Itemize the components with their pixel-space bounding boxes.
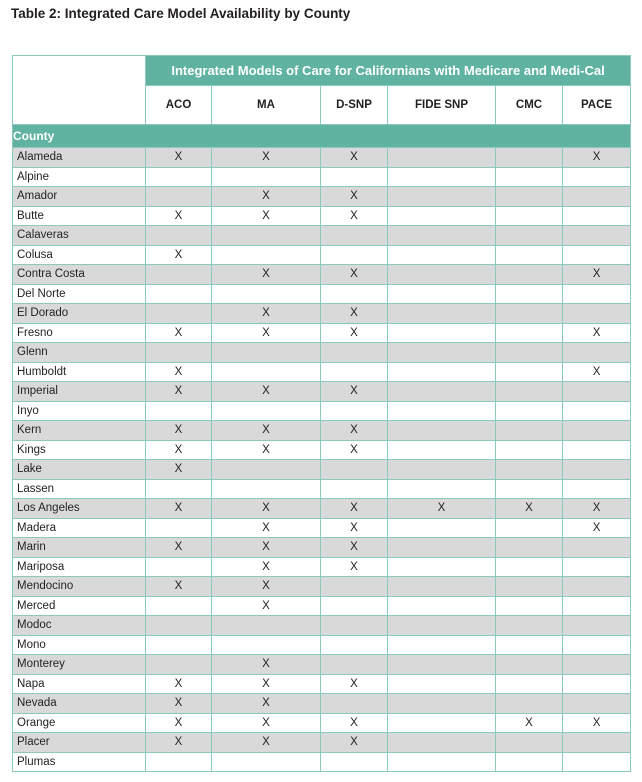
availability-cell: X <box>563 323 631 343</box>
availability-cell <box>496 518 563 538</box>
availability-cell <box>321 596 388 616</box>
availability-cell <box>388 187 496 207</box>
availability-cell: X <box>321 440 388 460</box>
table-row <box>13 499 631 519</box>
availability-cell <box>212 460 321 480</box>
availability-cell <box>563 479 631 499</box>
table-row <box>13 187 631 207</box>
availability-cell: X <box>146 148 212 168</box>
availability-cell: X <box>146 674 212 694</box>
county-name: El Dorado <box>13 304 146 324</box>
availability-cell <box>388 284 496 304</box>
availability-cell <box>388 265 496 285</box>
availability-cell <box>212 362 321 382</box>
table-row <box>13 245 631 265</box>
county-name: Napa <box>13 674 146 694</box>
availability-cell <box>496 343 563 363</box>
availability-cell: X <box>212 713 321 733</box>
availability-cell <box>388 479 496 499</box>
county-name: Los Angeles <box>13 499 146 519</box>
availability-cell: X <box>146 382 212 402</box>
table-row <box>13 752 631 772</box>
availability-cell <box>388 674 496 694</box>
availability-cell <box>496 284 563 304</box>
availability-cell: X <box>146 713 212 733</box>
availability-cell <box>563 616 631 636</box>
availability-cell <box>321 401 388 421</box>
availability-cell <box>146 265 212 285</box>
availability-cell: X <box>212 265 321 285</box>
availability-cell <box>388 557 496 577</box>
county-name: Humboldt <box>13 362 146 382</box>
table-row <box>13 616 631 636</box>
availability-cell: X <box>212 733 321 753</box>
availability-cell <box>388 401 496 421</box>
county-name: Fresno <box>13 323 146 343</box>
availability-cell <box>388 440 496 460</box>
availability-cell <box>563 382 631 402</box>
availability-cell <box>388 635 496 655</box>
availability-cell: X <box>212 304 321 324</box>
availability-cell <box>496 382 563 402</box>
availability-cell: X <box>496 499 563 519</box>
availability-cell: X <box>212 538 321 558</box>
county-name: Nevada <box>13 694 146 714</box>
availability-cell: X <box>212 655 321 675</box>
availability-cell: X <box>321 382 388 402</box>
availability-cell <box>496 479 563 499</box>
availability-cell: X <box>212 206 321 226</box>
table-row <box>13 674 631 694</box>
availability-cell <box>388 752 496 772</box>
county-name: Imperial <box>13 382 146 402</box>
availability-cell <box>496 616 563 636</box>
county-name: Alpine <box>13 167 146 187</box>
availability-cell <box>563 538 631 558</box>
table-body <box>13 148 631 772</box>
availability-cell <box>563 733 631 753</box>
availability-cell <box>496 226 563 246</box>
availability-cell <box>388 733 496 753</box>
availability-cell <box>388 713 496 733</box>
availability-cell: X <box>212 421 321 441</box>
availability-cell: X <box>321 304 388 324</box>
availability-cell <box>563 304 631 324</box>
county-name: Lassen <box>13 479 146 499</box>
availability-cell <box>212 635 321 655</box>
table-row <box>13 284 631 304</box>
availability-cell: X <box>563 362 631 382</box>
table-row <box>13 382 631 402</box>
table-row <box>13 440 631 460</box>
table-row <box>13 655 631 675</box>
availability-cell <box>388 167 496 187</box>
availability-cell: X <box>321 499 388 519</box>
availability-cell: X <box>146 421 212 441</box>
table-row <box>13 304 631 324</box>
availability-cell: X <box>146 440 212 460</box>
table-row <box>13 518 631 538</box>
availability-cell <box>388 421 496 441</box>
availability-cell <box>388 460 496 480</box>
availability-cell <box>388 596 496 616</box>
availability-cell <box>496 674 563 694</box>
availability-cell <box>563 635 631 655</box>
availability-cell <box>388 343 496 363</box>
availability-cell <box>212 401 321 421</box>
column-header-cmc: CMC <box>496 86 563 125</box>
availability-cell <box>388 323 496 343</box>
table-row <box>13 479 631 499</box>
availability-cell <box>563 674 631 694</box>
availability-cell: X <box>321 148 388 168</box>
table-row <box>13 713 631 733</box>
availability-cell: X <box>563 265 631 285</box>
table-row <box>13 577 631 597</box>
availability-cell <box>563 206 631 226</box>
availability-cell <box>321 655 388 675</box>
table-row <box>13 343 631 363</box>
availability-cell: X <box>321 421 388 441</box>
table-row <box>13 635 631 655</box>
availability-cell <box>496 440 563 460</box>
availability-cell: X <box>212 518 321 538</box>
county-name: Glenn <box>13 343 146 363</box>
availability-cell: X <box>146 577 212 597</box>
availability-cell: X <box>146 538 212 558</box>
availability-cell <box>146 635 212 655</box>
availability-cell <box>496 167 563 187</box>
availability-cell <box>496 265 563 285</box>
availability-cell: X <box>321 518 388 538</box>
table-row <box>13 460 631 480</box>
table-row <box>13 148 631 168</box>
county-name: Kern <box>13 421 146 441</box>
availability-cell <box>563 187 631 207</box>
availability-cell: X <box>212 148 321 168</box>
availability-cell <box>496 655 563 675</box>
availability-cell: X <box>212 323 321 343</box>
table-row <box>13 265 631 285</box>
availability-cell <box>146 752 212 772</box>
table-row <box>13 401 631 421</box>
availability-cell <box>146 557 212 577</box>
availability-cell <box>146 596 212 616</box>
availability-cell: X <box>212 694 321 714</box>
table-row <box>13 362 631 382</box>
availability-cell <box>496 460 563 480</box>
availability-cell <box>321 343 388 363</box>
availability-cell: X <box>146 499 212 519</box>
availability-cell: X <box>321 713 388 733</box>
availability-cell <box>563 284 631 304</box>
availability-table <box>12 55 631 772</box>
availability-cell <box>388 362 496 382</box>
availability-cell: X <box>321 206 388 226</box>
availability-cell <box>146 284 212 304</box>
availability-cell <box>321 167 388 187</box>
county-header: County <box>13 125 631 148</box>
availability-cell: X <box>321 674 388 694</box>
table-row <box>13 421 631 441</box>
availability-cell <box>212 226 321 246</box>
availability-cell: X <box>212 440 321 460</box>
column-header-fide-snp: FIDE SNP <box>388 86 496 125</box>
county-name: Calaveras <box>13 226 146 246</box>
county-name: Butte <box>13 206 146 226</box>
availability-cell <box>563 460 631 480</box>
availability-cell <box>321 479 388 499</box>
availability-cell <box>388 206 496 226</box>
availability-cell <box>496 304 563 324</box>
availability-cell: X <box>212 557 321 577</box>
availability-cell: X <box>563 148 631 168</box>
availability-cell: X <box>321 265 388 285</box>
availability-cell: X <box>212 499 321 519</box>
availability-cell: X <box>146 733 212 753</box>
table-row <box>13 557 631 577</box>
availability-cell <box>563 167 631 187</box>
availability-cell: X <box>146 460 212 480</box>
availability-cell <box>563 655 631 675</box>
availability-cell: X <box>212 382 321 402</box>
availability-cell <box>146 401 212 421</box>
availability-cell: X <box>496 713 563 733</box>
availability-cell <box>146 167 212 187</box>
availability-cell: X <box>563 713 631 733</box>
availability-cell <box>388 577 496 597</box>
availability-cell <box>496 245 563 265</box>
availability-cell <box>388 538 496 558</box>
availability-cell <box>212 343 321 363</box>
availability-cell <box>496 538 563 558</box>
county-name: Placer <box>13 733 146 753</box>
availability-cell <box>563 694 631 714</box>
availability-cell <box>388 226 496 246</box>
availability-cell <box>496 557 563 577</box>
availability-cell <box>496 401 563 421</box>
availability-cell <box>321 362 388 382</box>
super-header: Integrated Models of Care for Californians with Medicare and Medi-Cal <box>146 56 631 86</box>
column-header-pace: PACE <box>563 86 631 125</box>
availability-cell <box>321 616 388 636</box>
corner-cell <box>13 56 146 125</box>
table-row <box>13 226 631 246</box>
county-name: Kings <box>13 440 146 460</box>
availability-cell <box>388 382 496 402</box>
availability-cell <box>321 245 388 265</box>
availability-cell <box>496 596 563 616</box>
county-name: Plumas <box>13 752 146 772</box>
availability-cell: X <box>321 538 388 558</box>
availability-cell: X <box>321 733 388 753</box>
county-name: Mono <box>13 635 146 655</box>
county-name: Inyo <box>13 401 146 421</box>
county-name: Del Norte <box>13 284 146 304</box>
availability-cell <box>496 752 563 772</box>
availability-cell <box>146 616 212 636</box>
availability-cell <box>212 752 321 772</box>
availability-cell <box>496 148 563 168</box>
county-name: Lake <box>13 460 146 480</box>
availability-cell: X <box>212 577 321 597</box>
availability-cell <box>388 304 496 324</box>
county-name: Orange <box>13 713 146 733</box>
availability-cell: X <box>146 362 212 382</box>
availability-cell <box>321 635 388 655</box>
availability-cell <box>563 596 631 616</box>
table-row <box>13 323 631 343</box>
column-header-aco: ACO <box>146 86 212 125</box>
county-name: Modoc <box>13 616 146 636</box>
availability-cell <box>563 226 631 246</box>
availability-cell <box>146 226 212 246</box>
availability-cell <box>496 323 563 343</box>
county-name: Mendocino <box>13 577 146 597</box>
availability-cell: X <box>388 499 496 519</box>
availability-cell: X <box>321 557 388 577</box>
county-name: Merced <box>13 596 146 616</box>
availability-cell: X <box>321 323 388 343</box>
availability-cell: X <box>563 518 631 538</box>
table-row <box>13 206 631 226</box>
availability-cell <box>496 694 563 714</box>
availability-cell <box>321 460 388 480</box>
county-name: Madera <box>13 518 146 538</box>
table-row <box>13 694 631 714</box>
availability-cell <box>212 284 321 304</box>
availability-cell <box>321 752 388 772</box>
availability-cell <box>388 694 496 714</box>
availability-cell <box>563 401 631 421</box>
availability-cell <box>388 148 496 168</box>
county-name: Monterey <box>13 655 146 675</box>
availability-cell <box>563 343 631 363</box>
availability-cell <box>496 421 563 441</box>
availability-cell <box>563 245 631 265</box>
county-name: Colusa <box>13 245 146 265</box>
availability-cell <box>146 518 212 538</box>
availability-cell <box>496 635 563 655</box>
column-header-d-snp: D-SNP <box>321 86 388 125</box>
table-title: Table 2: Integrated Care Model Availability by County <box>11 6 351 21</box>
availability-cell <box>212 616 321 636</box>
availability-cell <box>388 655 496 675</box>
availability-cell <box>563 440 631 460</box>
availability-cell <box>496 577 563 597</box>
table-row <box>13 167 631 187</box>
availability-cell: X <box>146 694 212 714</box>
county-name: Marin <box>13 538 146 558</box>
county-name: Alameda <box>13 148 146 168</box>
availability-cell <box>146 187 212 207</box>
availability-cell <box>321 284 388 304</box>
availability-cell <box>388 616 496 636</box>
availability-cell <box>146 304 212 324</box>
table-row <box>13 596 631 616</box>
availability-cell: X <box>146 323 212 343</box>
availability-cell <box>321 226 388 246</box>
availability-cell <box>212 167 321 187</box>
availability-cell <box>146 655 212 675</box>
availability-cell <box>212 245 321 265</box>
availability-cell <box>496 206 563 226</box>
availability-cell <box>388 518 496 538</box>
availability-cell <box>212 479 321 499</box>
availability-cell: X <box>563 499 631 519</box>
availability-cell <box>496 362 563 382</box>
availability-cell: X <box>212 596 321 616</box>
availability-cell: X <box>212 674 321 694</box>
table-row <box>13 538 631 558</box>
availability-cell <box>563 752 631 772</box>
availability-cell <box>146 343 212 363</box>
availability-cell <box>563 421 631 441</box>
availability-cell <box>496 187 563 207</box>
availability-cell <box>321 577 388 597</box>
availability-cell <box>321 694 388 714</box>
column-header-ma: MA <box>212 86 321 125</box>
table-row <box>13 733 631 753</box>
availability-cell <box>563 577 631 597</box>
county-name: Contra Costa <box>13 265 146 285</box>
availability-cell: X <box>321 187 388 207</box>
availability-cell <box>563 557 631 577</box>
availability-cell: X <box>212 187 321 207</box>
county-name: Amador <box>13 187 146 207</box>
availability-cell <box>146 479 212 499</box>
availability-cell <box>388 245 496 265</box>
availability-cell: X <box>146 245 212 265</box>
availability-cell: X <box>146 206 212 226</box>
county-name: Mariposa <box>13 557 146 577</box>
availability-cell <box>496 733 563 753</box>
